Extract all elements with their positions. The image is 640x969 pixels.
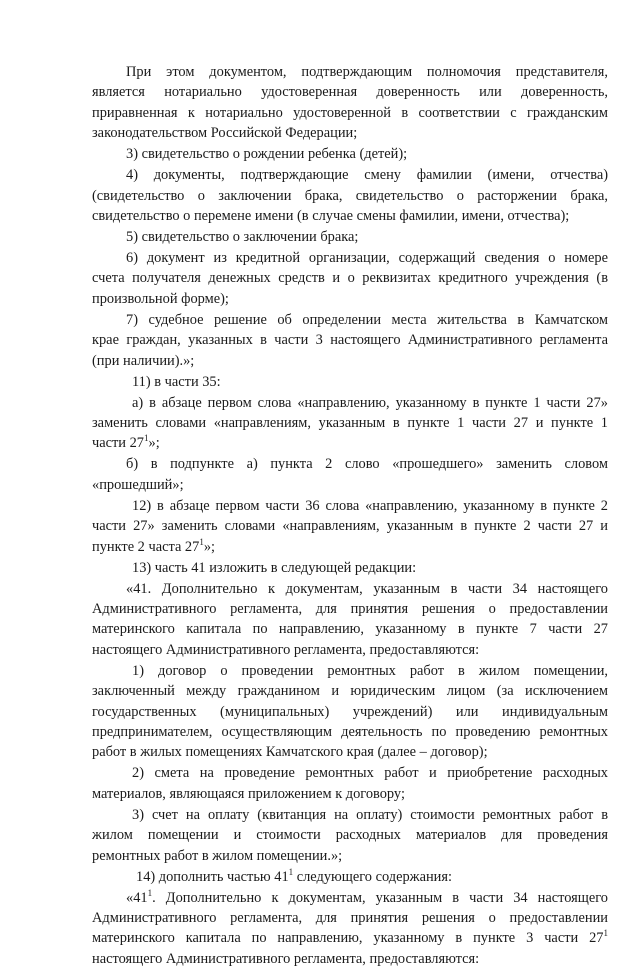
text-span: пункте 2 часта 27	[92, 539, 200, 555]
text-line: работ в жилых помещениях Камчатского края (далее – договор);	[92, 744, 488, 760]
text-span: материнского капитала по направлению, указанному в пункте 3 части 27	[92, 930, 604, 946]
superscript: 1	[199, 537, 204, 547]
text-line: жилом помещении и стоимости расходных материалов для проведения	[92, 827, 608, 843]
superscript: 1	[147, 888, 153, 898]
text-line	[92, 433, 608, 453]
text-line: 7) судебное решение об определении места жительства в Камчатском	[126, 312, 608, 328]
text-line: 6) документ из кредитной организации, содержащий сведения о номере	[126, 250, 608, 266]
text-line: является нотариально удостоверенная доверенность или доверенность,	[92, 84, 608, 100]
text-line: Административного регламента, для принятия решения о предоставлении	[92, 910, 608, 926]
text-line: свидетельство о перемене имени (в случае смены фамилии, имени, отчества);	[92, 208, 570, 224]
text-line: а) в абзаце первом слова «направлению, указанному в пункте 1 части 27»	[132, 395, 608, 411]
text-line: произвольной форме);	[92, 291, 229, 307]
superscript: 1	[603, 928, 608, 938]
text-line: 4) документы, подтверждающие смену фамилии (имени, отчества)	[126, 167, 608, 183]
text-line: законодательством Российской Федерации;	[92, 125, 358, 141]
text-line: предпринимателем, осуществляющим деятельность по проведению ремонтных	[92, 724, 608, 740]
text-line: б) в подпункте а) пункта 2 слово «прошедшего» заменить словом	[126, 456, 608, 472]
text-line: 3) счет на оплату (квитанция на оплату) стоимости ремонтных работ в	[132, 807, 608, 823]
superscript: 1	[288, 867, 294, 877]
text-line: заменить словами «направлениям, указанным в пункте 1 части 27 и пункте 1	[92, 415, 608, 431]
text-line: заключенный между гражданином и юридическим лицом (за исключением	[92, 683, 608, 699]
text-line: настоящего Административного регламента, предоставляются:	[92, 642, 480, 658]
text-line: настоящего Административного регламента, предоставляются:	[92, 951, 480, 967]
text-line: 1) договор о проведении ремонтных работ в жилом помещении,	[132, 663, 608, 679]
text-span: 14) дополнить частью 41	[136, 869, 289, 885]
text-span: »;	[203, 539, 216, 555]
text-span: следующего содержания:	[293, 869, 452, 885]
text-line: Административного регламента, для принятия решения о предоставлении	[92, 601, 608, 617]
text-span: »;	[148, 435, 160, 451]
text-line	[92, 928, 608, 948]
text-line	[92, 537, 608, 557]
text-line: ремонтных работ в жилом помещении.»;	[92, 848, 343, 864]
text-span: части 27	[92, 435, 144, 451]
text-line: 13) часть 41 изложить в следующей редакции:	[132, 560, 417, 576]
text-line: 2) смета на проведение ремонтных работ и приобретение расходных	[132, 765, 608, 781]
text-line: (свидетельство о заключении брака, свидетельство о расторжении брака,	[92, 188, 608, 204]
text-line: 5) свидетельство о заключении брака;	[126, 229, 359, 245]
text-span: . Дополнительно к документам, указанным в части 34 настоящего	[152, 890, 608, 906]
text-line: 11) в части 35:	[132, 374, 221, 390]
text-line: При этом документом, подтверждающим полномочия представителя,	[126, 64, 608, 80]
text-line	[126, 888, 608, 908]
text-line: приравненная к нотариально удостоверенной в соответствии с гражданским	[92, 105, 608, 121]
text-line: материалов, являющаяся приложением к договору;	[92, 786, 405, 802]
text-line: части 27» заменить словами «направлениям, указанным в пункте 2 части 27 и	[92, 518, 608, 534]
text-line: 3) свидетельство о рождении ребенка (детей);	[126, 146, 408, 162]
text-line: (при наличии).»;	[92, 353, 195, 369]
text-line: «41. Дополнительно к документам, указанным в части 34 настоящего	[126, 581, 608, 597]
text-line	[136, 867, 608, 887]
text-span: «41	[126, 890, 148, 906]
text-line: 12) в абзаце первом части 36 слова «направлению, указанному в пункте 2	[132, 498, 608, 514]
text-line: материнского капитала по направлению, указанному в пункте 7 части 27	[92, 621, 608, 637]
text-line: «прошедший»;	[92, 477, 184, 493]
text-line: государственных (муниципальных) учреждений) или индивидуальным	[92, 704, 608, 720]
text-line: крае граждан, указанных в части 3 настоящего Административного регламента	[92, 332, 608, 348]
superscript: 1	[144, 433, 149, 443]
text-line: счета получателя денежных средств и о реквизитах кредитного учреждения (в	[92, 270, 608, 286]
